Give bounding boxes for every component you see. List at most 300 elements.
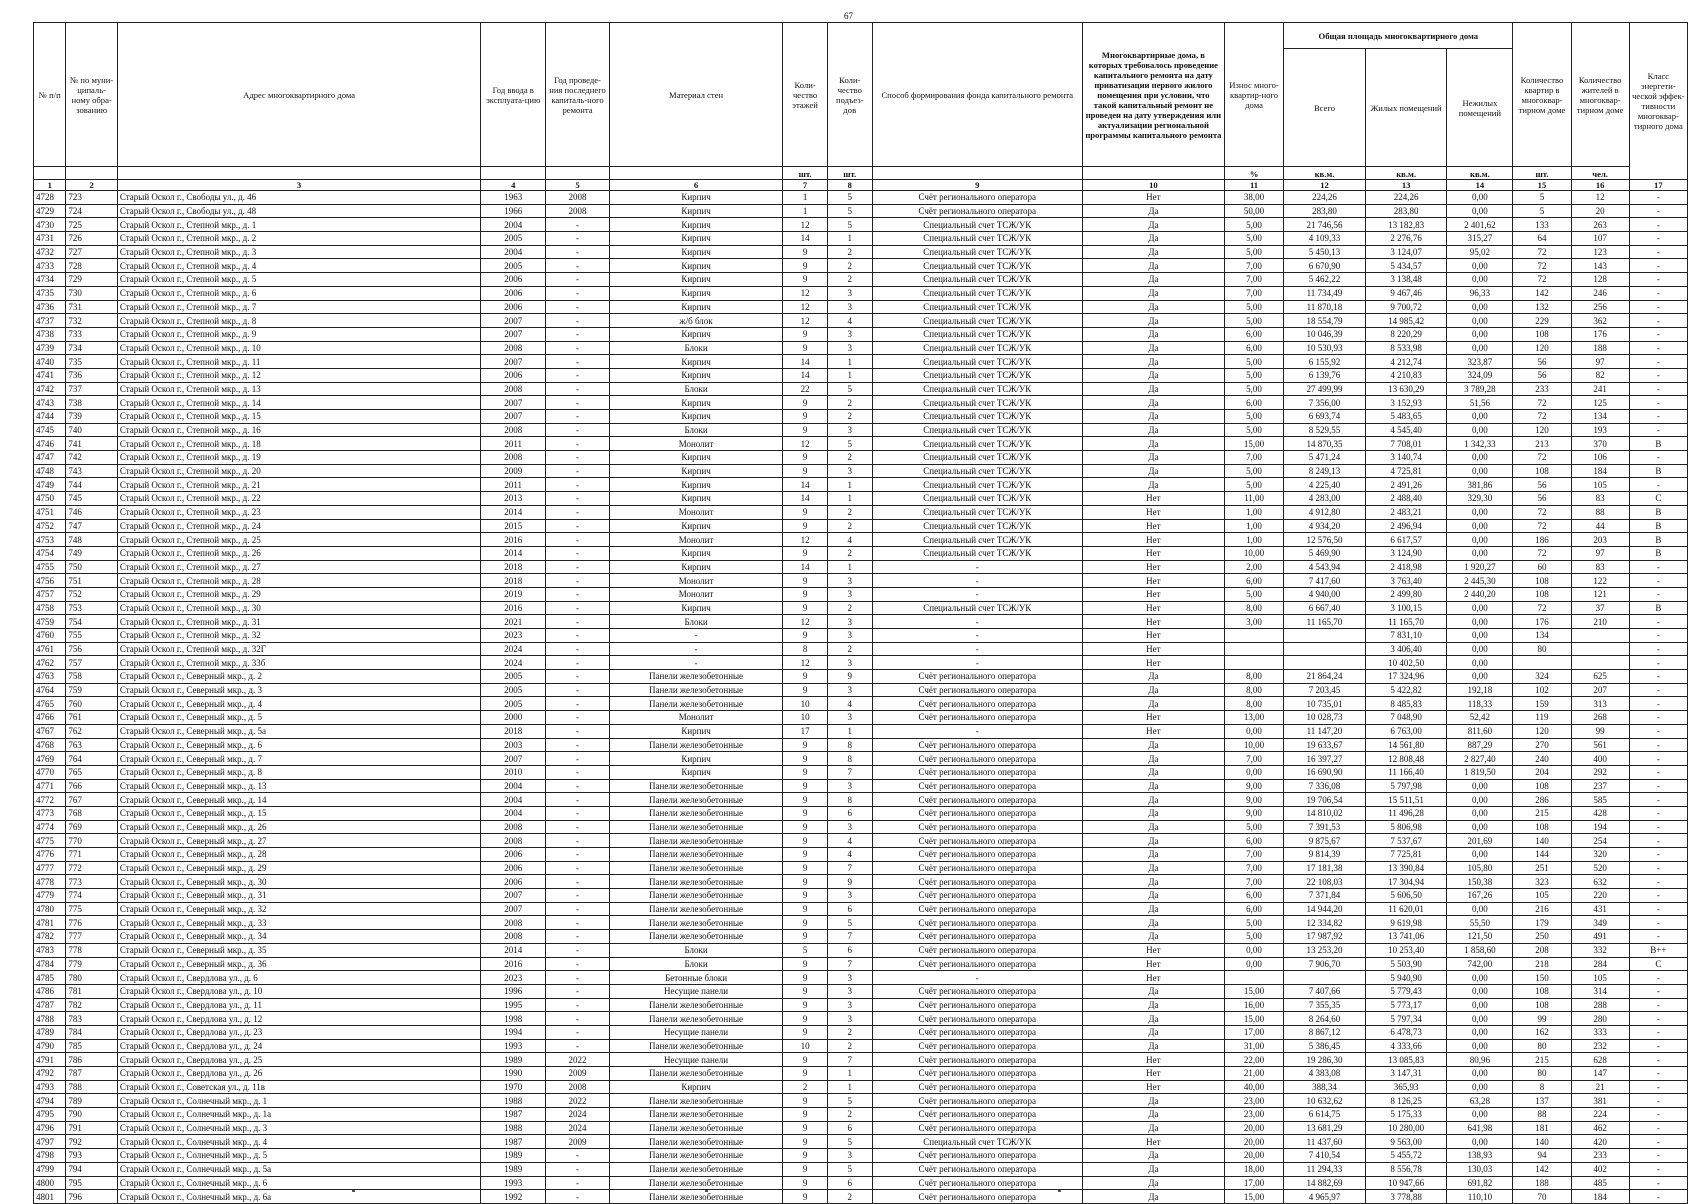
cell-wear: 5,00 — [1224, 314, 1283, 328]
cell-wear: 7,00 — [1224, 848, 1283, 862]
cell-area-nonliving: 0,00 — [1447, 1012, 1513, 1026]
cell-area-total: 4 934,20 — [1284, 519, 1366, 533]
cell-floors: 9 — [783, 998, 828, 1012]
cell-area-living: 13 741,06 — [1365, 930, 1447, 944]
cell-energy-class: - — [1629, 1121, 1687, 1135]
cell-energy-class: - — [1629, 314, 1687, 328]
cell-area-total: 7 203,45 — [1284, 683, 1366, 697]
cell-entrances: 2 — [827, 505, 872, 519]
cell-area-living: 5 773,17 — [1365, 998, 1447, 1012]
cell-area-nonliving: 0,00 — [1447, 971, 1513, 985]
cell-entrances: 3 — [827, 341, 872, 355]
cell-area-living: 2 496,94 — [1365, 519, 1447, 533]
cell-floors: 10 — [783, 697, 828, 711]
cell-wall-material: Кирпич — [609, 273, 782, 287]
cell-year-repair: - — [546, 724, 610, 738]
table-row — [34, 451, 1688, 465]
cell-energy-class: - — [1629, 1176, 1687, 1190]
column-number: 13 — [1365, 180, 1447, 191]
cell-fund-method: Специальный счет ТСЖ/УК — [872, 368, 1082, 382]
cell-year-repair: - — [546, 355, 610, 369]
cell-wall-material: Блоки — [609, 615, 782, 629]
cell-area-nonliving: 0,00 — [1447, 546, 1513, 560]
cell-residents: 314 — [1571, 984, 1629, 998]
cell-year-built: 2006 — [481, 286, 546, 300]
cell-address: Старый Оскол г., Северный мкр., д. 29 — [117, 861, 480, 875]
cell-wall-material: Панели железобетонные — [609, 848, 782, 862]
header-wall-material: Материал стен — [609, 23, 782, 167]
table-row — [34, 601, 1688, 615]
cell-wall-material: Блоки — [609, 957, 782, 971]
cell-floors: 10 — [783, 711, 828, 725]
cell-area-nonliving: 0,00 — [1447, 273, 1513, 287]
cell-year-built: 2018 — [481, 574, 546, 588]
cell-wear: 31,00 — [1224, 1039, 1283, 1053]
cell-area-total: 17 181,38 — [1284, 861, 1366, 875]
cell-year-repair: 2008 — [546, 1080, 610, 1094]
cell-wear: 22,00 — [1224, 1053, 1283, 1067]
cell-area-living: 4 212,74 — [1365, 355, 1447, 369]
cell-privatization: Да — [1082, 1149, 1224, 1163]
cell-entrances: 4 — [827, 314, 872, 328]
cell-entrances: 7 — [827, 930, 872, 944]
cell-address: Старый Оскол г., Северный мкр., д. 34 — [117, 930, 480, 944]
cell-area-nonliving: 1 858,60 — [1447, 943, 1513, 957]
cell-area-total: 7 906,70 — [1284, 957, 1366, 971]
table-row — [34, 916, 1688, 930]
cell-floors: 9 — [783, 1108, 828, 1122]
cell-wall-material: Панели железобетонные — [609, 793, 782, 807]
cell-flats: 213 — [1513, 437, 1571, 451]
cell-area-living: 283,80 — [1365, 204, 1447, 218]
cell-wall-material: Кирпич — [609, 218, 782, 232]
cell-flats: 120 — [1513, 724, 1571, 738]
cell-floors: 14 — [783, 355, 828, 369]
table-body — [34, 191, 1688, 1204]
cell-area-nonliving: 0,00 — [1447, 1039, 1513, 1053]
cell-residents: 485 — [1571, 1176, 1629, 1190]
cell-address: Старый Оскол г., Северный мкр., д. 2 — [117, 670, 480, 684]
cell-entrances: 1 — [827, 560, 872, 574]
cell-floors: 9 — [783, 1067, 828, 1081]
cell-address: Старый Оскол г., Свердлова ул., д. 23 — [117, 1025, 480, 1039]
cell-year-repair: - — [546, 437, 610, 451]
cell-year-built: 2006 — [481, 848, 546, 862]
cell-area-nonliving: 105,80 — [1447, 861, 1513, 875]
cell-fund-method: Специальный счет ТСЖ/УК — [872, 232, 1082, 246]
cell-wall-material: Монолит — [609, 533, 782, 547]
cell-fund-method: Счёт регионального оператора — [872, 957, 1082, 971]
cell-area-living: 14 561,80 — [1365, 738, 1447, 752]
cell-energy-class: - — [1629, 259, 1687, 273]
cell-floors: 9 — [783, 396, 828, 410]
cell-area-nonliving: 0,00 — [1447, 341, 1513, 355]
cell-area-living: 5 434,57 — [1365, 259, 1447, 273]
cell-residents: 362 — [1571, 314, 1629, 328]
cell-area-nonliving: 1 920,27 — [1447, 560, 1513, 574]
cell-year-built: 1994 — [481, 1025, 546, 1039]
cell-energy-class: - — [1629, 875, 1687, 889]
cell-mun-num: 748 — [66, 533, 117, 547]
cell-wall-material: Блоки — [609, 423, 782, 437]
cell-area-nonliving: 0,00 — [1447, 1108, 1513, 1122]
cell-energy-class: - — [1629, 1135, 1687, 1149]
cell-wear: 5,00 — [1224, 930, 1283, 944]
column-number: 3 — [117, 180, 480, 191]
cell-energy-class: В — [1629, 464, 1687, 478]
cell-fund-method: Специальный счет ТСЖ/УК — [872, 273, 1082, 287]
cell-entrances: 3 — [827, 574, 872, 588]
cell-fund-method: Счёт регионального оператора — [872, 1080, 1082, 1094]
cell-year-repair: - — [546, 916, 610, 930]
cell-year-built: 2004 — [481, 245, 546, 259]
cell-wall-material: Кирпич — [609, 519, 782, 533]
cell-area-nonliving: 2 827,40 — [1447, 752, 1513, 766]
cell-residents: 105 — [1571, 478, 1629, 492]
cell-area-nonliving: 138,93 — [1447, 1149, 1513, 1163]
cell-flats: 270 — [1513, 738, 1571, 752]
cell-area-living: 5 806,98 — [1365, 820, 1447, 834]
cell-mun-num: 743 — [66, 464, 117, 478]
cell-privatization: Да — [1082, 464, 1224, 478]
cell-flats: 323 — [1513, 875, 1571, 889]
cell-privatization: Да — [1082, 1162, 1224, 1176]
cell-year-repair: - — [546, 327, 610, 341]
cell-wear: 3,00 — [1224, 615, 1283, 629]
cell-wear: 7,00 — [1224, 451, 1283, 465]
cell-privatization: Да — [1082, 916, 1224, 930]
cell-residents: 125 — [1571, 396, 1629, 410]
cell-entrances: 4 — [827, 834, 872, 848]
cell-residents: 332 — [1571, 943, 1629, 957]
cell-area-total: 5 450,13 — [1284, 245, 1366, 259]
cell-entrances: 5 — [827, 191, 872, 205]
cell-row-num: 4781 — [34, 916, 66, 930]
cell-area-total: 11 870,18 — [1284, 300, 1366, 314]
cell-wall-material: Панели железобетонные — [609, 930, 782, 944]
cell-row-num: 4743 — [34, 396, 66, 410]
cell-year-repair: - — [546, 587, 610, 601]
cell-address: Старый Оскол г., Свердлова ул., д. 24 — [117, 1039, 480, 1053]
cell-mun-num: 764 — [66, 752, 117, 766]
cell-fund-method: Счёт регионального оператора — [872, 889, 1082, 903]
column-number: 7 — [783, 180, 828, 191]
cell-year-built: 2007 — [481, 396, 546, 410]
cell-year-built: 2014 — [481, 505, 546, 519]
cell-year-built: 2008 — [481, 382, 546, 396]
cell-address: Старый Оскол г., Степной мкр., д. 32 — [117, 629, 480, 643]
cell-wear: 5,00 — [1224, 587, 1283, 601]
cell-energy-class: - — [1629, 889, 1687, 903]
cell-year-built: 2014 — [481, 546, 546, 560]
cell-row-num: 4735 — [34, 286, 66, 300]
cell-area-nonliving: 0,00 — [1447, 533, 1513, 547]
cell-area-total: 19 706,54 — [1284, 793, 1366, 807]
cell-floors: 9 — [783, 793, 828, 807]
cell-fund-method: Специальный счет ТСЖ/УК — [872, 341, 1082, 355]
cell-address: Старый Оскол г., Свердлова ул., д. 10 — [117, 984, 480, 998]
cell-privatization: Да — [1082, 273, 1224, 287]
cell-wear: 0,00 — [1224, 765, 1283, 779]
cell-wall-material: Панели железобетонные — [609, 1039, 782, 1053]
cell-year-repair: 2022 — [546, 1053, 610, 1067]
cell-wall-material: Панели железобетонные — [609, 738, 782, 752]
cell-year-repair: 2009 — [546, 1135, 610, 1149]
cell-wall-material: Панели железобетонные — [609, 875, 782, 889]
cell-floors: 12 — [783, 314, 828, 328]
cell-wear: 6,00 — [1224, 902, 1283, 916]
cell-flats: 72 — [1513, 451, 1571, 465]
cell-row-num: 4742 — [34, 382, 66, 396]
cell-privatization: Нет — [1082, 601, 1224, 615]
cell-wear: 1,00 — [1224, 533, 1283, 547]
cell-energy-class: - — [1629, 902, 1687, 916]
cell-wall-material: Кирпич — [609, 1080, 782, 1094]
cell-entrances: 7 — [827, 1053, 872, 1067]
cell-wall-material: Панели железобетонные — [609, 806, 782, 820]
cell-area-living: 10 947,66 — [1365, 1176, 1447, 1190]
cell-wear: 5,00 — [1224, 368, 1283, 382]
header-area-group: Общая площадь многоквартирного дома — [1284, 23, 1513, 49]
cell-address: Старый Оскол г., Степной мкр., д. 14 — [117, 396, 480, 410]
cell-mun-num: 724 — [66, 204, 117, 218]
cell-energy-class: - — [1629, 245, 1687, 259]
table-row — [34, 670, 1688, 684]
cell-fund-method: Специальный счет ТСЖ/УК — [872, 519, 1082, 533]
cell-flats: 140 — [1513, 834, 1571, 848]
table-row — [34, 232, 1688, 246]
cell-year-repair: - — [546, 505, 610, 519]
table-row — [34, 587, 1688, 601]
housing-register-table — [33, 22, 1688, 1204]
cell-flats: 159 — [1513, 697, 1571, 711]
cell-energy-class: - — [1629, 191, 1687, 205]
cell-address: Старый Оскол г., Солнечный мкр., д. 6 — [117, 1176, 480, 1190]
cell-energy-class: - — [1629, 861, 1687, 875]
cell-floors: 9 — [783, 875, 828, 889]
cell-entrances: 5 — [827, 382, 872, 396]
cell-mun-num: 782 — [66, 998, 117, 1012]
cell-address: Старый Оскол г., Северный мкр., д. 6 — [117, 738, 480, 752]
cell-fund-method: - — [872, 615, 1082, 629]
cell-row-num: 4774 — [34, 820, 66, 834]
cell-year-repair: - — [546, 1039, 610, 1053]
cell-year-repair: - — [546, 875, 610, 889]
cell-area-total: 27 499,99 — [1284, 382, 1366, 396]
unit-area-nonliving: кв.м. — [1447, 167, 1513, 180]
cell-area-nonliving: 201,69 — [1447, 834, 1513, 848]
cell-mun-num: 783 — [66, 1012, 117, 1026]
cell-area-nonliving: 329,30 — [1447, 492, 1513, 506]
unit-empty — [872, 167, 1082, 180]
cell-address: Старый Оскол г., Степной мкр., д. 19 — [117, 451, 480, 465]
cell-entrances: 5 — [827, 1135, 872, 1149]
cell-area-nonliving: 324,09 — [1447, 368, 1513, 382]
cell-entrances: 4 — [827, 848, 872, 862]
cell-residents: 256 — [1571, 300, 1629, 314]
cell-mun-num: 741 — [66, 437, 117, 451]
cell-wear: 6,00 — [1224, 889, 1283, 903]
cell-year-built: 1988 — [481, 1121, 546, 1135]
cell-mun-num: 736 — [66, 368, 117, 382]
table-row — [34, 1135, 1688, 1149]
cell-year-built: 2004 — [481, 218, 546, 232]
cell-floors: 9 — [783, 341, 828, 355]
cell-residents — [1571, 656, 1629, 670]
cell-area-living: 7 831,10 — [1365, 629, 1447, 643]
cell-mun-num: 763 — [66, 738, 117, 752]
cell-area-nonliving: 0,00 — [1447, 848, 1513, 862]
cell-year-repair: - — [546, 670, 610, 684]
table-row — [34, 971, 1688, 985]
cell-fund-method: Счёт регионального оператора — [872, 1108, 1082, 1122]
cell-area-total: 11 294,33 — [1284, 1162, 1366, 1176]
cell-year-built: 2007 — [481, 889, 546, 903]
cell-row-num: 4784 — [34, 957, 66, 971]
cell-wear: 16,00 — [1224, 998, 1283, 1012]
cell-floors: 9 — [783, 834, 828, 848]
cell-flats: 72 — [1513, 546, 1571, 560]
cell-residents: 203 — [1571, 533, 1629, 547]
cell-flats: 119 — [1513, 711, 1571, 725]
cell-privatization: Да — [1082, 806, 1224, 820]
cell-fund-method: Специальный счет ТСЖ/УК — [872, 451, 1082, 465]
cell-floors: 9 — [783, 820, 828, 834]
cell-year-repair: 2022 — [546, 1094, 610, 1108]
cell-residents: 128 — [1571, 273, 1629, 287]
cell-privatization: Нет — [1082, 587, 1224, 601]
cell-floors: 9 — [783, 245, 828, 259]
cell-wear: 5,00 — [1224, 464, 1283, 478]
cell-area-total: 10 530,93 — [1284, 341, 1366, 355]
cell-area-nonliving: 2 445,30 — [1447, 574, 1513, 588]
cell-area-nonliving: 0,00 — [1447, 902, 1513, 916]
cell-wall-material: - — [609, 642, 782, 656]
cell-area-living: 8 556,78 — [1365, 1162, 1447, 1176]
cell-area-nonliving: 51,56 — [1447, 396, 1513, 410]
cell-address: Старый Оскол г., Степной мкр., д. 1 — [117, 218, 480, 232]
cell-area-nonliving: 811,60 — [1447, 724, 1513, 738]
cell-privatization: Да — [1082, 930, 1224, 944]
cell-year-built: 2005 — [481, 697, 546, 711]
cell-energy-class: - — [1629, 478, 1687, 492]
cell-energy-class: - — [1629, 327, 1687, 341]
cell-area-living: 3 138,48 — [1365, 273, 1447, 287]
cell-floors: 9 — [783, 1162, 828, 1176]
cell-mun-num: 753 — [66, 601, 117, 615]
cell-area-nonliving: 1 819,50 — [1447, 765, 1513, 779]
cell-wear: 21,00 — [1224, 1067, 1283, 1081]
cell-year-repair: - — [546, 273, 610, 287]
cell-energy-class: - — [1629, 738, 1687, 752]
cell-flats: 186 — [1513, 533, 1571, 547]
cell-entrances: 1 — [827, 1067, 872, 1081]
cell-energy-class: - — [1629, 1149, 1687, 1163]
cell-row-num: 4798 — [34, 1149, 66, 1163]
table-row — [34, 642, 1688, 656]
cell-flats: 140 — [1513, 1135, 1571, 1149]
cell-wall-material: Кирпич — [609, 492, 782, 506]
cell-row-num: 4767 — [34, 724, 66, 738]
cell-floors: 9 — [783, 738, 828, 752]
cell-floors: 9 — [783, 1025, 828, 1039]
cell-wall-material: Панели железобетонные — [609, 889, 782, 903]
cell-fund-method: Специальный счет ТСЖ/УК — [872, 286, 1082, 300]
cell-energy-class: - — [1629, 218, 1687, 232]
cell-wear: 5,00 — [1224, 355, 1283, 369]
cell-floors: 9 — [783, 916, 828, 930]
cell-area-living: 2 418,98 — [1365, 560, 1447, 574]
cell-privatization: Да — [1082, 341, 1224, 355]
cell-year-built: 2010 — [481, 765, 546, 779]
cell-energy-class: - — [1629, 1190, 1687, 1204]
cell-area-nonliving: 0,00 — [1447, 519, 1513, 533]
cell-wall-material: Кирпич — [609, 601, 782, 615]
cell-privatization: Нет — [1082, 724, 1224, 738]
cell-year-repair: - — [546, 889, 610, 903]
cell-area-nonliving: 96,33 — [1447, 286, 1513, 300]
cell-area-living: 3 124,07 — [1365, 245, 1447, 259]
unit-empty — [66, 167, 117, 180]
cell-fund-method: Специальный счет ТСЖ/УК — [872, 314, 1082, 328]
cell-fund-method: Счёт регионального оператора — [872, 683, 1082, 697]
cell-year-built: 1987 — [481, 1108, 546, 1122]
table-row — [34, 615, 1688, 629]
cell-entrances: 3 — [827, 464, 872, 478]
cell-privatization: Да — [1082, 327, 1224, 341]
column-number: 14 — [1447, 180, 1513, 191]
cell-wall-material: Кирпич — [609, 451, 782, 465]
cell-energy-class: - — [1629, 984, 1687, 998]
cell-floors: 9 — [783, 587, 828, 601]
cell-area-total: 8 264,60 — [1284, 1012, 1366, 1026]
column-number: 9 — [872, 180, 1082, 191]
cell-year-repair: - — [546, 1025, 610, 1039]
cell-flats: 142 — [1513, 286, 1571, 300]
cell-floors: 9 — [783, 902, 828, 916]
cell-year-repair: - — [546, 601, 610, 615]
cell-flats: 72 — [1513, 601, 1571, 615]
cell-year-repair: - — [546, 834, 610, 848]
cell-area-total: 283,80 — [1284, 204, 1366, 218]
table-row — [34, 1025, 1688, 1039]
cell-area-nonliving: 315,27 — [1447, 232, 1513, 246]
cell-mun-num: 752 — [66, 587, 117, 601]
cell-floors: 14 — [783, 560, 828, 574]
cell-privatization: Да — [1082, 204, 1224, 218]
cell-area-nonliving: 0,00 — [1447, 984, 1513, 998]
cell-area-living: 5 455,72 — [1365, 1149, 1447, 1163]
table-row — [34, 464, 1688, 478]
cell-address: Старый Оскол г., Степной мкр., д. 23 — [117, 505, 480, 519]
table-row — [34, 560, 1688, 574]
cell-area-total: 4 109,33 — [1284, 232, 1366, 246]
cell-row-num: 4755 — [34, 560, 66, 574]
cell-privatization: Нет — [1082, 971, 1224, 985]
unit-wear: % — [1224, 167, 1283, 180]
cell-wall-material: Кирпич — [609, 204, 782, 218]
cell-energy-class: - — [1629, 341, 1687, 355]
cell-floors: 12 — [783, 615, 828, 629]
cell-area-living: 4 725,81 — [1365, 464, 1447, 478]
cell-row-num: 4747 — [34, 451, 66, 465]
cell-area-nonliving: 0,00 — [1447, 327, 1513, 341]
cell-mun-num: 745 — [66, 492, 117, 506]
cell-energy-class: - — [1629, 587, 1687, 601]
cell-entrances: 3 — [827, 683, 872, 697]
cell-flats: 108 — [1513, 327, 1571, 341]
cell-fund-method: Счёт регионального оператора — [872, 1025, 1082, 1039]
